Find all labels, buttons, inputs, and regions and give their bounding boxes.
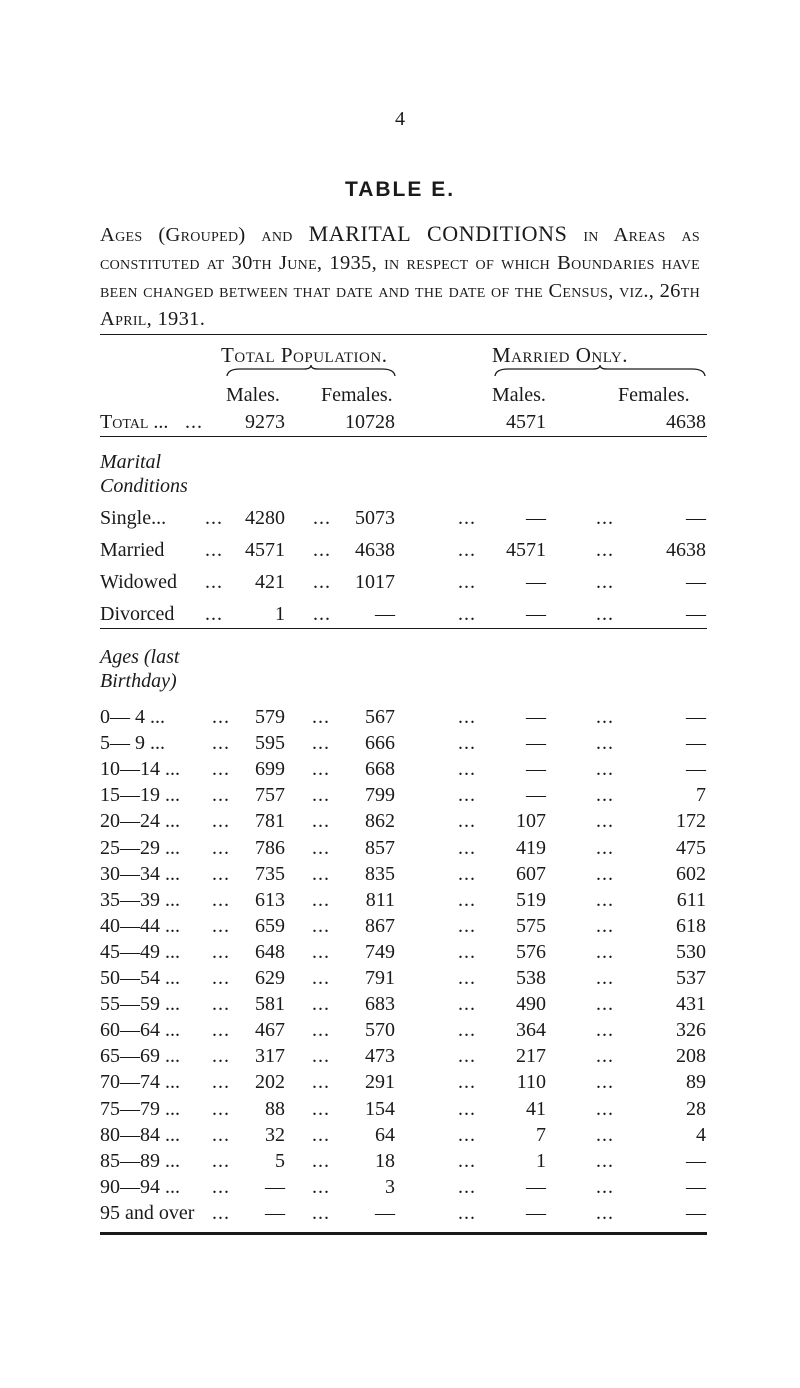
cell-married-females: 208 xyxy=(676,1045,706,1068)
leader-dots: ... xyxy=(458,1123,476,1146)
cell-females: — xyxy=(375,603,395,625)
leader-dots: ... xyxy=(458,862,476,885)
leader-dots: ... xyxy=(312,836,330,859)
cell-married-males: 4571 xyxy=(506,539,546,561)
row-label: 0— 4 ... xyxy=(100,706,165,728)
page-number: 4 xyxy=(395,108,405,130)
row-label: 35—39 ... xyxy=(100,888,180,911)
leader-dots: ... xyxy=(458,810,476,833)
cell-married-females: — xyxy=(686,1201,706,1224)
group-married-only: Married Only. xyxy=(492,343,628,367)
cell-females: 857 xyxy=(365,836,395,859)
total-males: 9273 xyxy=(245,411,285,433)
cell-married-females: 530 xyxy=(676,940,706,963)
cell-married-females: — xyxy=(686,603,706,625)
cell-married-males: 364 xyxy=(516,1019,546,1042)
cell-married-males: 538 xyxy=(516,967,546,989)
leader-dots: ... xyxy=(212,1201,230,1224)
leader-dots: ... xyxy=(212,1123,230,1146)
cell-married-males: 107 xyxy=(516,810,546,833)
cell-females: 683 xyxy=(365,993,395,1016)
cell-females: 567 xyxy=(365,706,395,728)
cell-males: 595 xyxy=(255,732,285,755)
cell-married-males: 576 xyxy=(516,940,546,963)
cell-males: 1 xyxy=(275,603,285,625)
leader-dots: ... xyxy=(596,1175,614,1198)
cell-married-males: 607 xyxy=(516,862,546,885)
heading-part1: Ages (Grouped) and xyxy=(100,224,309,246)
cell-married-males: — xyxy=(526,758,546,781)
leader-dots: ... xyxy=(312,888,330,911)
cell-males: 699 xyxy=(255,758,285,781)
cell-males: 4280 xyxy=(245,507,285,529)
leader-dots: ... xyxy=(596,1123,614,1146)
row-label: 75—79 ... xyxy=(100,1097,180,1120)
cell-married-females: 618 xyxy=(676,914,706,937)
leader-dots: ... xyxy=(596,784,614,807)
leader-dots: ... xyxy=(212,1149,230,1172)
leader-dots: ... xyxy=(312,967,330,989)
leader-dots: ... xyxy=(212,732,230,755)
leader-dots: ... xyxy=(313,539,331,561)
row-label: 65—69 ... xyxy=(100,1045,180,1068)
cell-married-males: 419 xyxy=(516,836,546,859)
row-label: 55—59 ... xyxy=(100,993,180,1016)
leader-dots: ... xyxy=(312,993,330,1016)
leader-dots: ... xyxy=(596,810,614,833)
leader-dots: ... xyxy=(458,706,476,728)
leader-dots: ... xyxy=(312,1201,330,1224)
leader-dots: ... xyxy=(205,603,223,625)
leader-dots: ... xyxy=(596,706,614,728)
leader-dots: ... xyxy=(212,862,230,885)
cell-males: 5 xyxy=(275,1149,285,1172)
leader-dots: ... xyxy=(312,914,330,937)
cell-married-males: 490 xyxy=(516,993,546,1016)
col-head-males-married: Males. xyxy=(492,384,546,406)
leader-dots: ... xyxy=(596,1045,614,1068)
cell-males: 659 xyxy=(255,914,285,937)
cell-married-females: 431 xyxy=(676,993,706,1016)
cell-males: 581 xyxy=(255,993,285,1016)
ages-section-title-2: Birthday) xyxy=(100,670,177,692)
leader-dots: ... xyxy=(596,571,614,593)
cell-married-males: — xyxy=(526,603,546,625)
leader-dots: ... xyxy=(212,914,230,937)
cell-married-females: 28 xyxy=(686,1097,706,1120)
cell-married-females: — xyxy=(686,571,706,593)
leader-dots: ... xyxy=(212,758,230,781)
marital-section-title-1: Marital xyxy=(100,451,162,473)
row-label: 25—29 ... xyxy=(100,836,180,859)
row-label: 20—24 ... xyxy=(100,810,180,833)
col-head-males-total: Males. xyxy=(226,384,280,406)
heading-marital: MARITAL CONDITIONS xyxy=(308,221,568,246)
total-dots: ... xyxy=(185,411,203,433)
leader-dots: ... xyxy=(313,603,331,625)
row-label: 70—74 ... xyxy=(100,1071,180,1094)
cell-males: 32 xyxy=(265,1123,285,1146)
cell-married-males: 217 xyxy=(516,1045,546,1068)
cell-males: 613 xyxy=(255,888,285,911)
cell-males: 629 xyxy=(255,967,285,989)
leader-dots: ... xyxy=(458,1045,476,1068)
cell-females: 5073 xyxy=(355,507,395,529)
cell-males: 202 xyxy=(255,1071,285,1094)
section-rule xyxy=(100,628,707,629)
cell-males: 88 xyxy=(265,1097,285,1120)
table-heading xyxy=(100,220,700,333)
leader-dots: ... xyxy=(596,1019,614,1042)
row-label: 10—14 ... xyxy=(100,758,180,781)
leader-dots: ... xyxy=(312,1149,330,1172)
cell-married-females: — xyxy=(686,758,706,781)
cell-married-females: — xyxy=(686,732,706,755)
leader-dots: ... xyxy=(458,888,476,911)
leader-dots: ... xyxy=(212,1019,230,1042)
cell-married-males: 1 xyxy=(536,1149,546,1172)
brace-married-only xyxy=(494,365,706,377)
cell-males: 648 xyxy=(255,940,285,963)
leader-dots: ... xyxy=(458,1071,476,1094)
leader-dots: ... xyxy=(458,1175,476,1198)
leader-dots: ... xyxy=(312,1123,330,1146)
cell-married-females: 611 xyxy=(676,888,706,911)
cell-married-females: — xyxy=(686,507,706,529)
cell-females: 811 xyxy=(365,888,395,911)
cell-females: 154 xyxy=(365,1097,395,1120)
leader-dots: ... xyxy=(458,1201,476,1224)
leader-dots: ... xyxy=(212,967,230,989)
cell-married-males: 7 xyxy=(536,1123,546,1146)
cell-females: 18 xyxy=(375,1149,395,1172)
cell-married-females: 475 xyxy=(676,836,706,859)
total-label: Total ... xyxy=(100,411,169,433)
leader-dots: ... xyxy=(596,888,614,911)
leader-dots: ... xyxy=(458,571,476,593)
cell-married-females: 537 xyxy=(676,967,706,989)
row-label: Divorced xyxy=(100,603,175,625)
leader-dots: ... xyxy=(212,836,230,859)
cell-males: 781 xyxy=(255,810,285,833)
total-females: 10728 xyxy=(345,411,395,433)
cell-married-females: 172 xyxy=(676,810,706,833)
cell-married-females: — xyxy=(686,706,706,728)
cell-married-females: 7 xyxy=(696,784,706,807)
leader-dots: ... xyxy=(596,603,614,625)
leader-dots: ... xyxy=(212,1097,230,1120)
leader-dots: ... xyxy=(596,1097,614,1120)
leader-dots: ... xyxy=(212,888,230,911)
leader-dots: ... xyxy=(312,940,330,963)
leader-dots: ... xyxy=(596,507,614,529)
cell-married-females: 4638 xyxy=(666,539,706,561)
header-rule xyxy=(100,436,707,437)
leader-dots: ... xyxy=(205,539,223,561)
cell-males: 579 xyxy=(255,706,285,728)
leader-dots: ... xyxy=(458,1019,476,1042)
row-label: Single... xyxy=(100,507,167,529)
leader-dots: ... xyxy=(458,914,476,937)
leader-dots: ... xyxy=(312,1175,330,1198)
bottom-rule xyxy=(100,1232,707,1235)
row-label: 80—84 ... xyxy=(100,1123,180,1146)
cell-married-males: 41 xyxy=(526,1097,546,1120)
leader-dots: ... xyxy=(205,571,223,593)
leader-dots: ... xyxy=(458,993,476,1016)
leader-dots: ... xyxy=(212,1175,230,1198)
leader-dots: ... xyxy=(312,732,330,755)
leader-dots: ... xyxy=(313,571,331,593)
row-label: 45—49 ... xyxy=(100,940,180,963)
cell-females: 791 xyxy=(365,967,395,989)
row-label: Widowed xyxy=(100,571,177,593)
row-label: 90—94 ... xyxy=(100,1175,180,1198)
cell-females: 749 xyxy=(365,940,395,963)
leader-dots: ... xyxy=(596,732,614,755)
cell-married-females: — xyxy=(686,1149,706,1172)
cell-males: 421 xyxy=(255,571,285,593)
row-label: 95 and over xyxy=(100,1201,195,1224)
leader-dots: ... xyxy=(596,758,614,781)
marital-section-title-2: Conditions xyxy=(100,475,188,497)
cell-married-males: — xyxy=(526,507,546,529)
table-title: TABLE E. xyxy=(344,178,456,201)
leader-dots: ... xyxy=(458,836,476,859)
cell-married-females: 89 xyxy=(686,1071,706,1094)
cell-females: 473 xyxy=(365,1045,395,1068)
cell-females: 668 xyxy=(365,758,395,781)
leader-dots: ... xyxy=(458,758,476,781)
leader-dots: ... xyxy=(312,1019,330,1042)
cell-married-males: — xyxy=(526,571,546,593)
leader-dots: ... xyxy=(458,507,476,529)
leader-dots: ... xyxy=(458,784,476,807)
leader-dots: ... xyxy=(596,993,614,1016)
leader-dots: ... xyxy=(596,1201,614,1224)
cell-married-males: — xyxy=(526,732,546,755)
leader-dots: ... xyxy=(312,784,330,807)
leader-dots: ... xyxy=(312,810,330,833)
cell-females: 666 xyxy=(365,732,395,755)
cell-married-males: — xyxy=(526,1201,546,1224)
cell-females: 835 xyxy=(365,862,395,885)
cell-females: 64 xyxy=(375,1123,395,1146)
leader-dots: ... xyxy=(596,836,614,859)
leader-dots: ... xyxy=(458,1149,476,1172)
leader-dots: ... xyxy=(313,507,331,529)
cell-males: 317 xyxy=(255,1045,285,1068)
leader-dots: ... xyxy=(205,507,223,529)
cell-males: — xyxy=(265,1175,285,1198)
leader-dots: ... xyxy=(212,993,230,1016)
cell-females: 862 xyxy=(365,810,395,833)
cell-married-males: 110 xyxy=(516,1071,546,1094)
leader-dots: ... xyxy=(596,539,614,561)
leader-dots: ... xyxy=(212,1071,230,1094)
row-label: 85—89 ... xyxy=(100,1149,180,1172)
row-label: 30—34 ... xyxy=(100,862,180,885)
cell-females: 4638 xyxy=(355,539,395,561)
leader-dots: ... xyxy=(458,732,476,755)
leader-dots: ... xyxy=(312,1071,330,1094)
leader-dots: ... xyxy=(212,1045,230,1068)
cell-married-females: 602 xyxy=(676,862,706,885)
row-label: Married xyxy=(100,539,165,561)
cell-males: 4571 xyxy=(245,539,285,561)
brace-total-population xyxy=(226,365,396,377)
row-label: 50—54 ... xyxy=(100,967,180,989)
leader-dots: ... xyxy=(458,1097,476,1120)
cell-males: 786 xyxy=(255,836,285,859)
leader-dots: ... xyxy=(312,1097,330,1120)
leader-dots: ... xyxy=(596,1149,614,1172)
cell-married-males: 519 xyxy=(516,888,546,911)
cell-females: 291 xyxy=(365,1071,395,1094)
col-head-females-total: Females. xyxy=(321,384,393,406)
top-rule xyxy=(100,334,707,335)
leader-dots: ... xyxy=(596,1071,614,1094)
row-label: 40—44 ... xyxy=(100,914,180,937)
cell-females: 867 xyxy=(365,914,395,937)
cell-married-females: 4 xyxy=(696,1123,706,1146)
group-total-population: Total Population. xyxy=(221,343,388,367)
cell-married-females: 326 xyxy=(676,1019,706,1042)
cell-males: 757 xyxy=(255,784,285,807)
leader-dots: ... xyxy=(596,862,614,885)
row-label: 60—64 ... xyxy=(100,1019,180,1042)
cell-married-females: — xyxy=(686,1175,706,1198)
cell-married-males: 575 xyxy=(516,914,546,937)
cell-females: — xyxy=(375,1201,395,1224)
cell-females: 1017 xyxy=(355,571,395,593)
cell-females: 799 xyxy=(365,784,395,807)
leader-dots: ... xyxy=(312,1045,330,1068)
ages-section-title-1: Ages (last xyxy=(100,646,180,668)
cell-males: — xyxy=(265,1201,285,1224)
leader-dots: ... xyxy=(596,914,614,937)
cell-males: 735 xyxy=(255,862,285,885)
leader-dots: ... xyxy=(458,603,476,625)
leader-dots: ... xyxy=(312,706,330,728)
leader-dots: ... xyxy=(212,706,230,728)
cell-females: 3 xyxy=(385,1175,395,1198)
row-label: 5— 9 ... xyxy=(100,732,165,755)
leader-dots: ... xyxy=(312,862,330,885)
leader-dots: ... xyxy=(458,940,476,963)
cell-males: 467 xyxy=(255,1019,285,1042)
cell-married-males: — xyxy=(526,784,546,807)
row-label: 15—19 ... xyxy=(100,784,180,807)
heading-part2: in Areas as constituted at 30th June, 1935, in respect of which Boundaries have been changed between that date and the date of the Census, viz., 26th April, 1931. xyxy=(100,224,700,330)
leader-dots: ... xyxy=(212,784,230,807)
leader-dots: ... xyxy=(596,967,614,989)
leader-dots: ... xyxy=(596,940,614,963)
cell-married-males: — xyxy=(526,1175,546,1198)
leader-dots: ... xyxy=(212,940,230,963)
leader-dots: ... xyxy=(312,758,330,781)
leader-dots: ... xyxy=(458,539,476,561)
cell-females: 570 xyxy=(365,1019,395,1042)
total-married-females: 4638 xyxy=(666,411,706,433)
leader-dots: ... xyxy=(212,810,230,833)
leader-dots: ... xyxy=(458,967,476,989)
col-head-females-married: Females. xyxy=(618,384,690,406)
total-married-males: 4571 xyxy=(506,411,546,433)
cell-married-males: — xyxy=(526,706,546,728)
